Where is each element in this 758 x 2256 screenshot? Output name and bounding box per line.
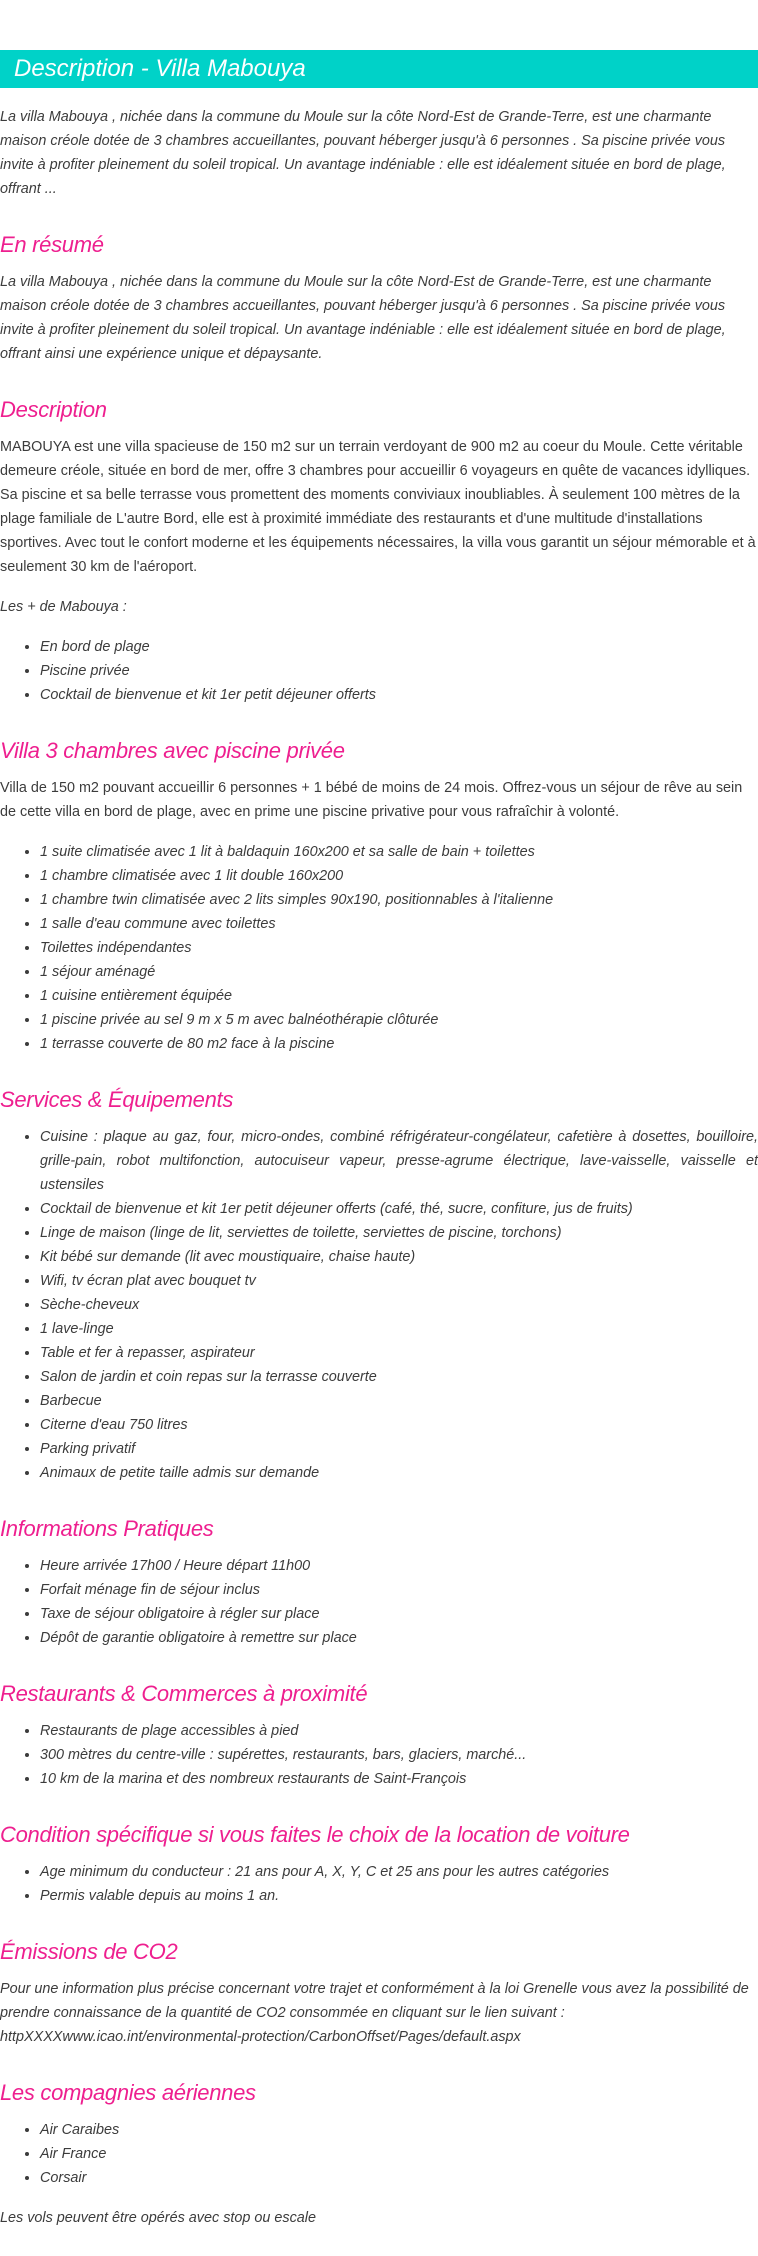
list-item: • 1 séjour aménagé <box>40 960 758 984</box>
list-item: • Air France <box>40 2142 758 2166</box>
list-item: • Cocktail de bienvenue et kit 1er petit déjeuner offerts <box>40 683 758 707</box>
section-heading-infos: Informations Pratiques <box>0 1516 214 1541</box>
section-heading-condition: Condition spécifique si vous faites le choix de la location de voiture <box>0 1822 630 1847</box>
list-item: • 1 salle d'eau commune avec toilettes <box>40 912 758 936</box>
list-item: • Air Caraibes <box>40 2118 758 2142</box>
villa-list <box>0 840 758 1056</box>
list-item: • Wifi, tv écran plat avec bouquet tv <box>40 1269 758 1293</box>
section-heading-services: Services & Équipements <box>0 1087 234 1112</box>
condition-list <box>0 1860 758 1908</box>
villa-text: Villa de 150 m2 pouvant accueillir 6 personnes + 1 bébé de moins de 24 mois. Offrez-vous un séjour de rêve au sein de cette villa en bord de plage, avec en prime une piscine privative pour vous rafraîchir à volonté. <box>0 780 743 820</box>
services-list <box>0 1125 758 1485</box>
list-item: • Forfait ménage fin de séjour inclus <box>40 1578 758 1602</box>
list-item: • 1 piscine privée au sel 9 m x 5 m avec balnéothérapie clôturée <box>40 1008 758 1032</box>
list-item: • 10 km de la marina et des nombreux restaurants de Saint-François <box>40 1767 758 1791</box>
section-heading-resume: En résumé <box>0 232 104 257</box>
list-item: • Restaurants de plage accessibles à pied <box>40 1719 758 1743</box>
resume-text: La villa Mabouya , nichée dans la commune du Moule sur la côte Nord-Est de Grande-Terre, est une charmante maison créole dotée de 3 chambres accueillantes, pouvant héberger jusqu'à 6 personnes . Sa piscine privée vous invite à profiter pleinement du soleil tropical. Un avantage indéniable : elle est idéalement située en bord de plage, offrant ainsi une expérience unique et dépaysante. <box>0 274 726 362</box>
co2-text: Pour une information plus précise concernant votre trajet et conformément à la loi Grenelle vous avez la possibilité de prendre connaissance de la quantité de CO2 consommée en cliquant sur le lien suivant : httpXXXXwww.icao.int/environmental-protection/CarbonOffset/Pages/default.aspx <box>0 1981 749 2045</box>
plus-list <box>0 635 758 707</box>
airlines-list <box>0 2118 758 2190</box>
list-item: • 1 terrasse couverte de 80 m2 face à la piscine <box>40 1032 758 1056</box>
restaurants-list <box>0 1719 758 1791</box>
list-item: • Toilettes indépendantes <box>40 936 758 960</box>
list-item: • 1 suite climatisée avec 1 lit à baldaquin 160x200 et sa salle de bain + toilettes <box>40 840 758 864</box>
intro-text: La villa Mabouya , nichée dans la commune du Moule sur la côte Nord-Est de Grande-Terre, est une charmante maison créole dotée de 3 chambres accueillantes, pouvant héberger jusqu'à 6 personnes . Sa piscine privée vous invite à profiter pleinement du soleil tropical. Un avantage indéniable : elle est idéalement située en bord de plage, offrant ... <box>0 109 726 197</box>
list-item: • Heure arrivée 17h00 / Heure départ 11h00 <box>40 1554 758 1578</box>
list-item: • Cocktail de bienvenue et kit 1er petit déjeuner offerts (café, thé, sucre, confiture, jus de fruits) <box>40 1197 758 1221</box>
list-item: • Barbecue <box>40 1389 758 1413</box>
list-item: • En bord de plage <box>40 635 758 659</box>
list-item: • Kit bébé sur demande (lit avec moustiquaire, chaise haute) <box>40 1245 758 1269</box>
list-item: • Taxe de séjour obligatoire à régler sur place <box>40 1602 758 1626</box>
list-item: • 1 chambre twin climatisée avec 2 lits simples 90x190, positionnables à l'italienne <box>40 888 758 912</box>
airlines-note: Les vols peuvent être opérés avec stop ou escale <box>0 2210 316 2226</box>
description-section <box>0 397 758 707</box>
section-heading-co2: Émissions de CO2 <box>0 1939 178 1964</box>
list-item: • Animaux de petite taille admis sur demande <box>40 1461 758 1485</box>
list-item: • Linge de maison (linge de lit, serviettes de toilette, serviettes de piscine, torchons) <box>40 1221 758 1245</box>
list-item: • Cuisine : plaque au gaz, four, micro-ondes, combiné réfrigérateur-congélateur, cafetière à dosettes, bouilloire, grille-pain, robot multifonction, autocuiseur vapeur, presse-agrume électrique, lave-vaisselle, vaisselle et ustensiles <box>40 1125 758 1197</box>
section-heading-restaurants: Restaurants & Commerces à proximité <box>0 1681 368 1706</box>
description-text: MABOUYA est une villa spacieuse de 150 m2 sur un terrain verdoyant de 900 m2 au coeur du Moule. Cette véritable demeure créole, située en bord de mer, offre 3 chambres pour accueillir 6 voyageurs en quête de vacances idylliques. Sa piscine et sa belle terrasse vous promettent des moments conviviaux inoubliables. À seulement 100 mètres de la plage familiale de L'autre Bord, elle est à proximité immédiate des restaurants et d'une multitude d'installations sportives. Avec tout le confort moderne et les équipements nécessaires, la villa vous garantit un séjour mémorable et à seulement 30 km de l'aéroport. <box>0 439 756 575</box>
list-item: • Citerne d'eau 750 litres <box>40 1413 758 1437</box>
list-item: • Table et fer à repasser, aspirateur <box>40 1341 758 1365</box>
list-item: • Permis valable depuis au moins 1 an. <box>40 1884 758 1908</box>
list-item: • Sèche-cheveux <box>40 1293 758 1317</box>
section-heading-description: Description <box>0 397 107 422</box>
infos-list <box>0 1554 758 1650</box>
list-item: • 1 lave-linge <box>40 1317 758 1341</box>
list-item: • 1 cuisine entièrement équipée <box>40 984 758 1008</box>
section-heading-airlines: Les compagnies aériennes <box>0 2080 256 2105</box>
list-item: • Corsair <box>40 2166 758 2190</box>
list-item: • Parking privatif <box>40 1437 758 1461</box>
list-item: • Dépôt de garantie obligatoire à remettre sur place <box>40 1626 758 1650</box>
plus-label: Les + de Mabouya : <box>0 599 127 615</box>
banner-title: Description - Villa Mabouya <box>0 50 758 88</box>
list-item: • Piscine privée <box>40 659 758 683</box>
section-heading-villa: Villa 3 chambres avec piscine privée <box>0 738 345 763</box>
list-item: • 300 mètres du centre-ville : supérettes, restaurants, bars, glaciers, marché... <box>40 1743 758 1767</box>
list-item: • Age minimum du conducteur : 21 ans pour A, X, Y, C et 25 ans pour les autres catégories <box>40 1860 758 1884</box>
list-item: • Salon de jardin et coin repas sur la terrasse couverte <box>40 1365 758 1389</box>
list-item: • 1 chambre climatisée avec 1 lit double 160x200 <box>40 864 758 888</box>
